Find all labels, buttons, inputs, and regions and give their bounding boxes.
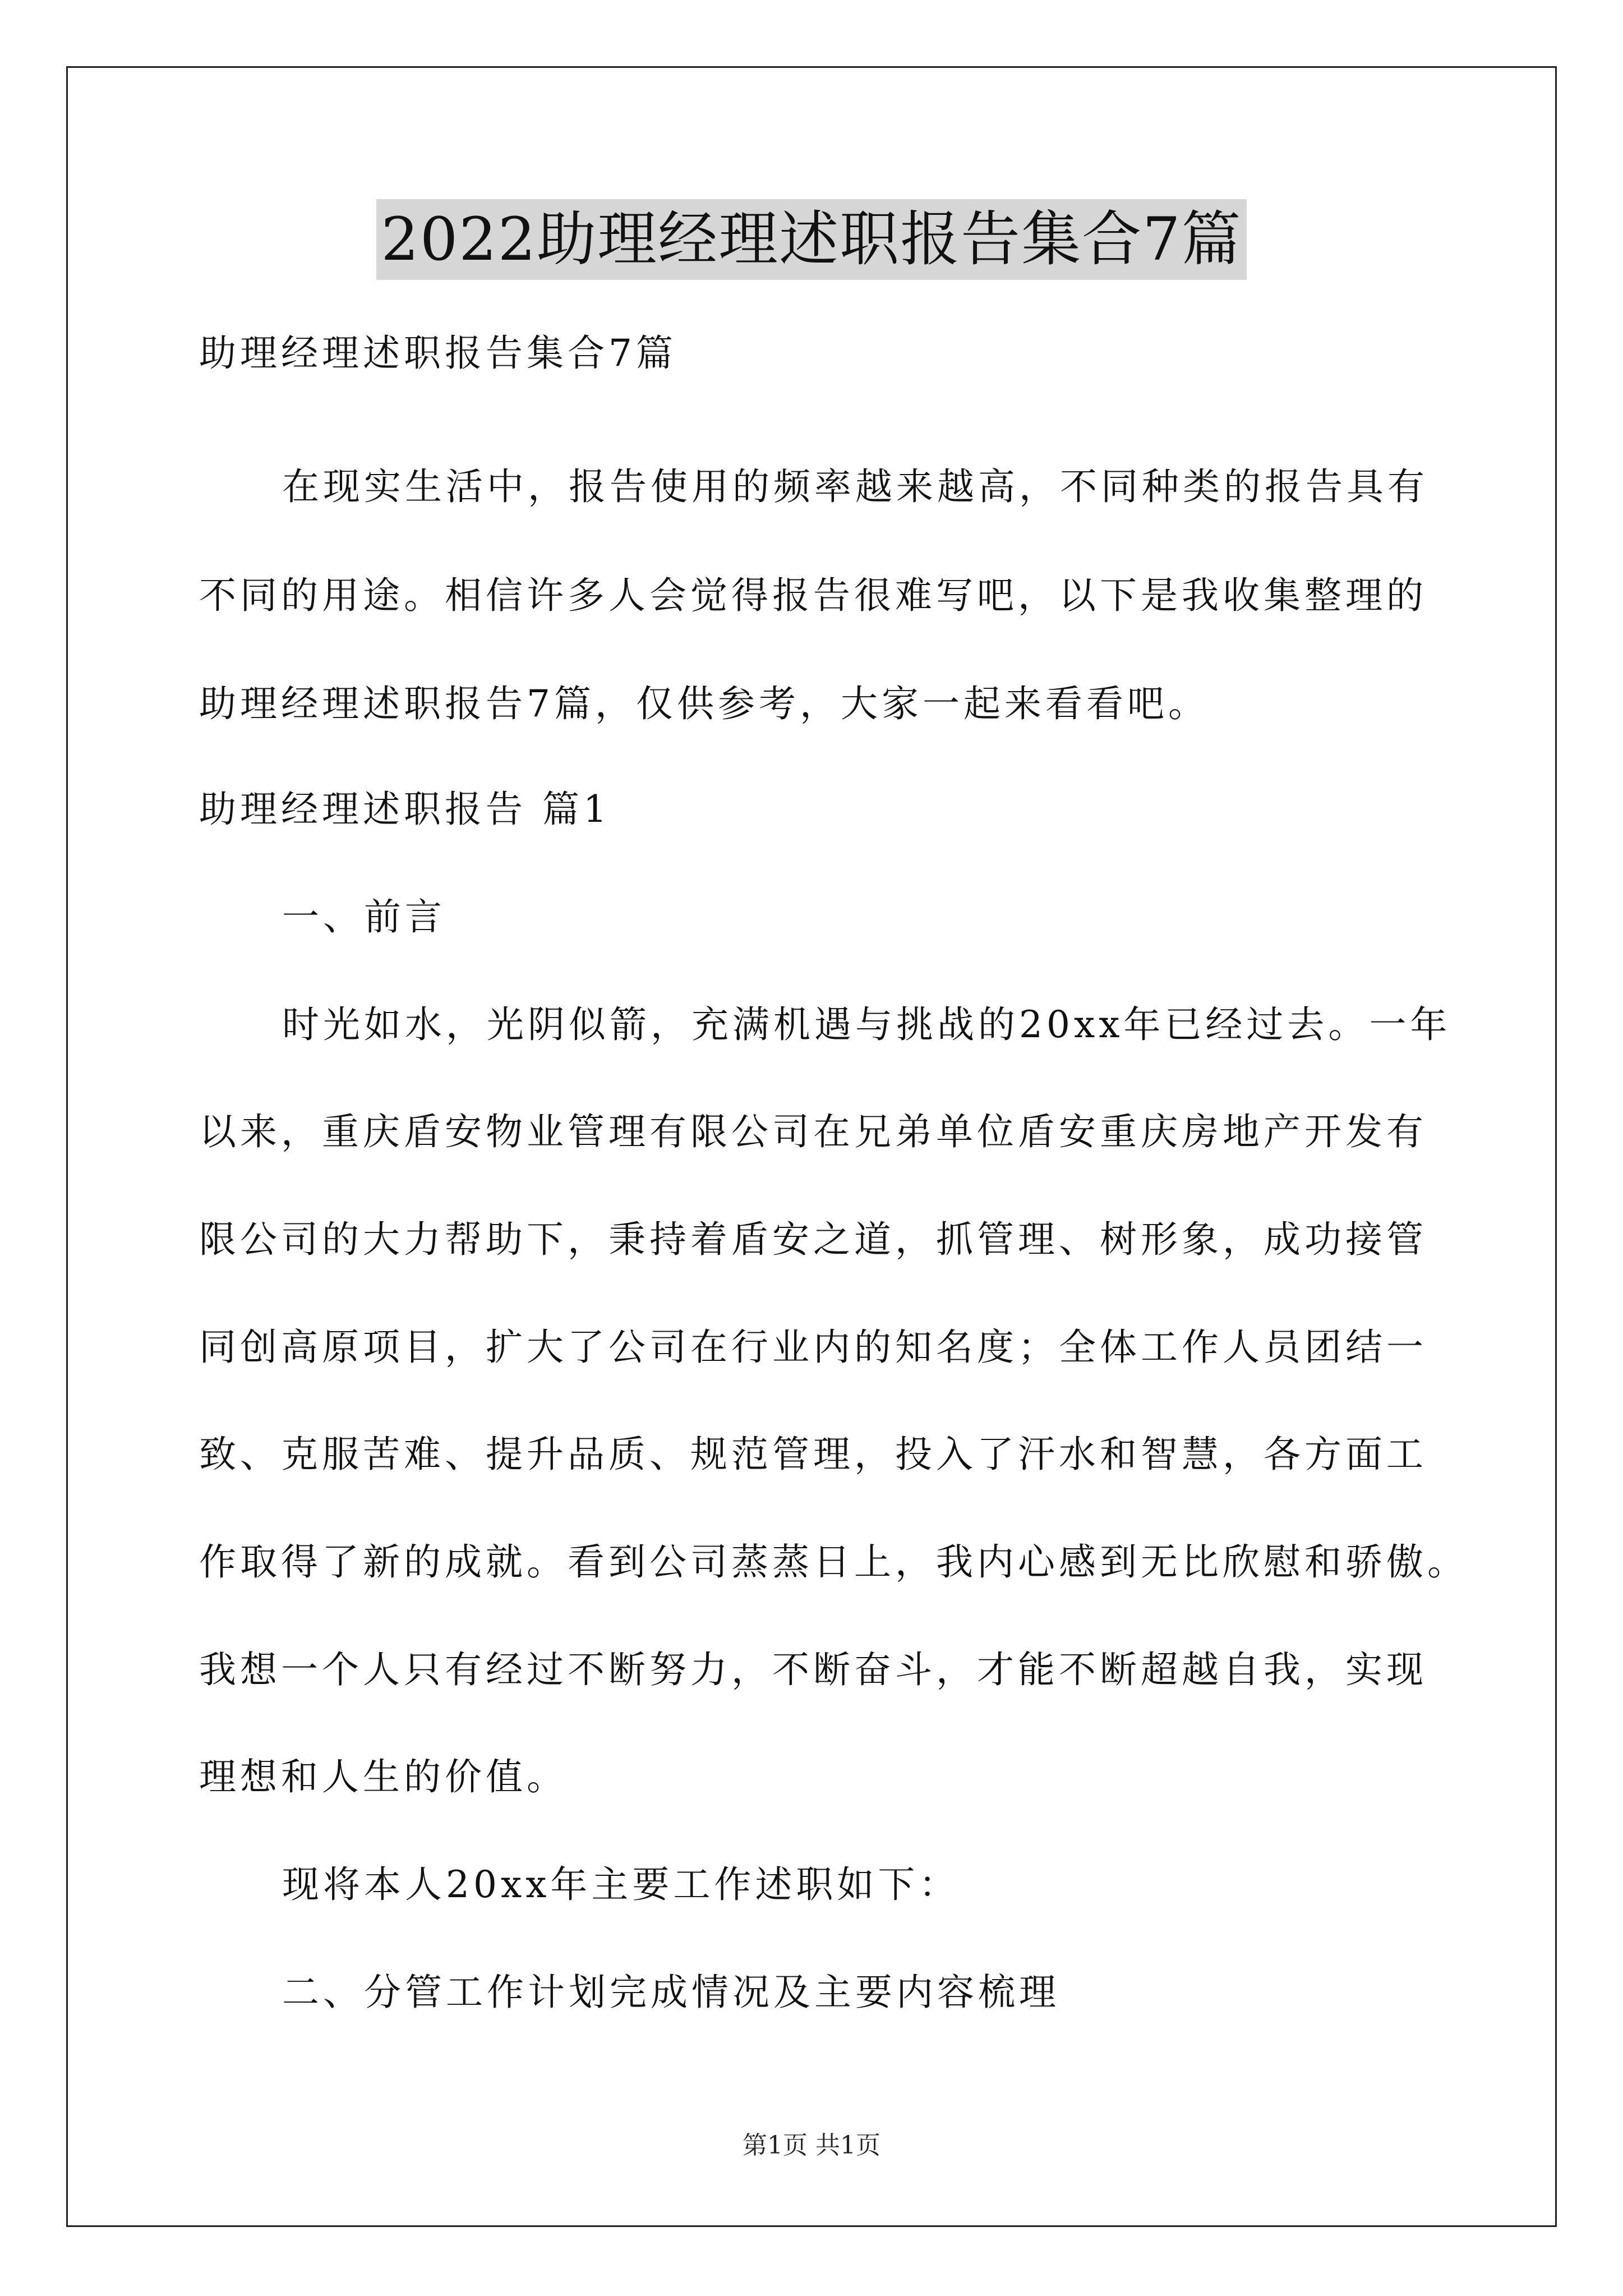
page-number: 第1页 共1页 <box>743 2131 880 2160</box>
body-line: 以来，重庆盾安物业管理有限公司在兄弟单位盾安重庆房地产开发有 <box>199 1110 1427 1153</box>
body-line: 不同的用途。相信许多人会觉得报告很难写吧，以下是我收集整理的 <box>199 574 1427 617</box>
body-line: 同创高原项目，扩大了公司在行业内的知名度；全体工作人员团结一 <box>199 1326 1427 1369</box>
body-line: 限公司的大力帮助下，秉持着盾安之道，抓管理、树形象，成功接管 <box>199 1218 1427 1261</box>
body-line: 我想一个人只有经过不断努力，不断奋斗，才能不断超越自我，实现 <box>199 1648 1427 1691</box>
body-line: 现将本人20xx年主要工作述职如下： <box>282 1863 960 1906</box>
body-line: 致、克服苦难、提升品质、规范管理，投入了汗水和智慧，各方面工 <box>199 1433 1427 1476</box>
subtitle-line: 助理经理述职报告集合7篇 <box>199 332 677 375</box>
body-line: 在现实生活中，报告使用的频率越来越高，不同种类的报告具有 <box>282 465 1428 508</box>
document-title: 2022助理经理述职报告集合7篇 <box>376 199 1246 280</box>
subsection-heading: 一、前言 <box>282 895 446 938</box>
body-line: 时光如水，光阴似箭，充满机遇与挑战的20xx年已经过去。一年 <box>282 1003 1451 1046</box>
subsection-heading: 二、分管工作计划完成情况及主要内容梳理 <box>282 1971 1060 2014</box>
title-container <box>0 199 1623 280</box>
body-line: 作取得了新的成就。看到公司蒸蒸日上，我内心感到无比欣慰和骄傲。 <box>199 1540 1468 1584</box>
body-line: 助理经理述职报告7篇，仅供参考，大家一起来看看吧。 <box>199 682 1209 725</box>
body-line: 理想和人生的价值。 <box>199 1755 568 1798</box>
section-heading: 助理经理述职报告 篇1 <box>199 788 611 831</box>
